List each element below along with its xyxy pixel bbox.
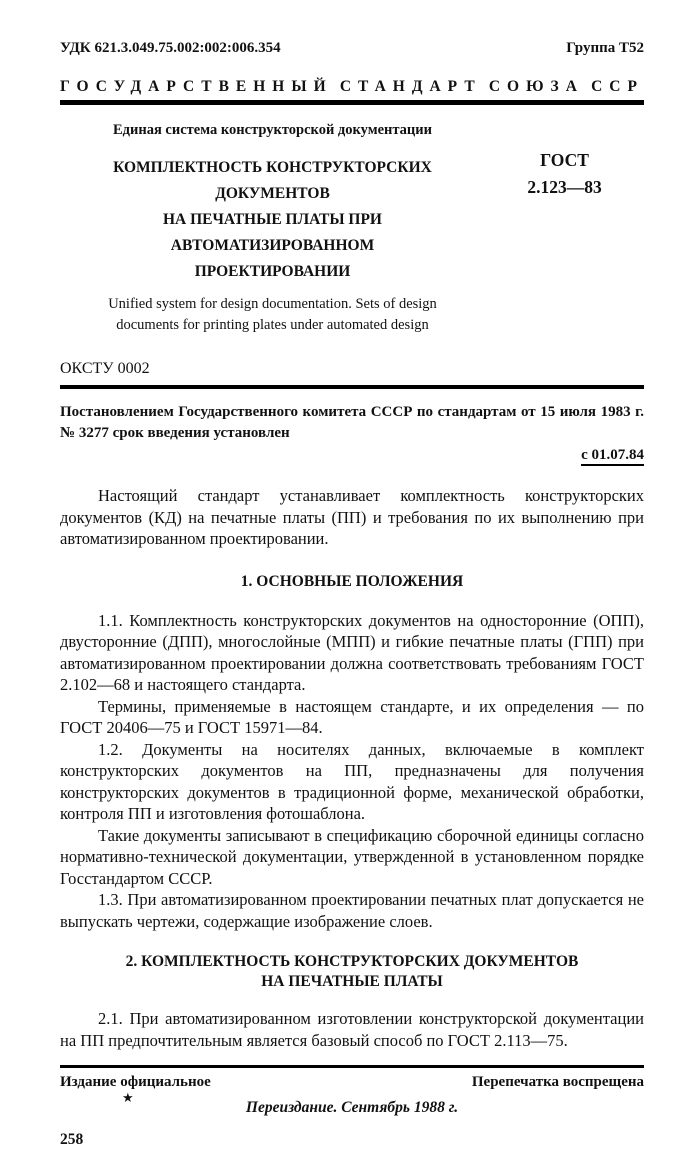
paragraph-1-2: 1.2. Документы на носителях данных, включаемые в комплект конструкторских документов на ПП, предназначены для получения конструкторских документов в традиционной форме, механической обработки, контроля ПП и изготовления фотошаблона. — [60, 739, 644, 823]
paragraph-1-2b: Такие документы записывают в спецификацию сборочной единицы согласно нормативно-технической документации, утвержденной в установленном порядке Госстандартом СССР. — [60, 825, 644, 888]
state-standard-word: СТАНДАРТ — [339, 78, 482, 95]
paragraph-1-1: 1.1. Комплектность конструкторских документов на односторонние (ОПП), двусторонние (ДПП), многослойные (МПП) и гибкие печатные платы (ГПП) при автоматизированном проектировании должна соответствовать требованиям ГОСТ 2.102—68 и настоящего стандарта. — [60, 610, 644, 694]
title-line: ПРОЕКТИРОВАНИИ — [194, 263, 351, 280]
section-1-heading: 1. ОСНОВНЫЕ ПОЛОЖЕНИЯ — [240, 572, 464, 590]
decree-text: Постановлением Государственного комитета СССР по стандартам от 15 июля 1983 г. № 3277 срок введения установлен — [60, 404, 644, 441]
english-title-line: documents for printing plates under automated design — [116, 317, 429, 333]
star-icon: ★ — [122, 1090, 134, 1105]
section-divider-bar — [60, 385, 644, 389]
english-title-line: Unified system for design documentation. Sets of design — [108, 296, 437, 312]
section-2-heading-line: НА ПЕЧАТНЫЕ ПЛАТЫ — [261, 973, 443, 990]
paragraph-terms: Термины, применяемые в настоящем стандарте, и их определения — по ГОСТ 20406—75 и ГОСТ 15971—84. — [60, 696, 644, 737]
gost-label: ГОСТ — [540, 150, 589, 170]
section-2-heading-line: 2. КОМПЛЕКТНОСТЬ КОНСТРУКТОРСКИХ ДОКУМЕНТОВ — [125, 953, 579, 970]
page-number: 258 — [60, 1131, 84, 1148]
paragraph-1-3: 1.3. При автоматизированном проектировании печатных плат допускается не выпускать чертежи, содержащие изображение слоев. — [60, 890, 644, 931]
group-code: Группа Т52 — [566, 40, 644, 56]
state-standard-word: ГОСУДАРСТВЕННЫЙ — [60, 78, 333, 95]
reprint-forbidden-label: Перепечатка воспрещена — [471, 1074, 644, 1090]
state-standard-banner — [60, 78, 644, 96]
udc-code: УДК 621.3.049.75.002:002:006.354 — [60, 40, 281, 56]
section-2-heading — [60, 952, 644, 992]
page-footer — [60, 1065, 644, 1149]
title-line: НА ПЕЧАТНЫЕ ПЛАТЫ ПРИ АВТОМАТИЗИРОВАННОМ — [162, 211, 382, 254]
intro-paragraph: Настоящий стандарт устанавливает комплектность конструкторских документов (КД) на печатные платы (ПП) и требования по их выполнению при автоматизированном проектировании. — [60, 486, 644, 548]
title-block — [60, 122, 644, 336]
footer-row — [60, 1073, 644, 1091]
english-title — [60, 294, 485, 336]
state-standard-word: ССР — [591, 78, 644, 95]
document-body — [60, 485, 644, 1051]
official-edition-label: Издание официальное — [60, 1074, 211, 1090]
document-title — [60, 155, 485, 285]
gost-designation — [485, 122, 644, 336]
paragraph-2-1: 2.1. При автоматизированном изготовлении конструкторской документации на ПП предпочтительным является базовый способ по ГОСТ 2.113—75. — [60, 1009, 644, 1050]
gost-number: 2.123—83 — [527, 177, 602, 197]
okstu-code: ОКСТУ 0002 — [60, 360, 150, 377]
page-header — [60, 40, 644, 57]
state-standard-word: СОЮЗА — [488, 78, 584, 95]
title-column — [60, 122, 485, 336]
header-divider-bar — [60, 100, 644, 105]
title-line: КОМПЛЕКТНОСТЬ КОНСТРУКТОРСКИХ ДОКУМЕНТОВ — [113, 159, 432, 202]
reissue-note: Переиздание. Сентябрь 1988 г. — [245, 1099, 459, 1116]
system-title: Единая система конструкторской документации — [113, 122, 432, 138]
effective-date: с 01.07.84 — [60, 447, 644, 464]
